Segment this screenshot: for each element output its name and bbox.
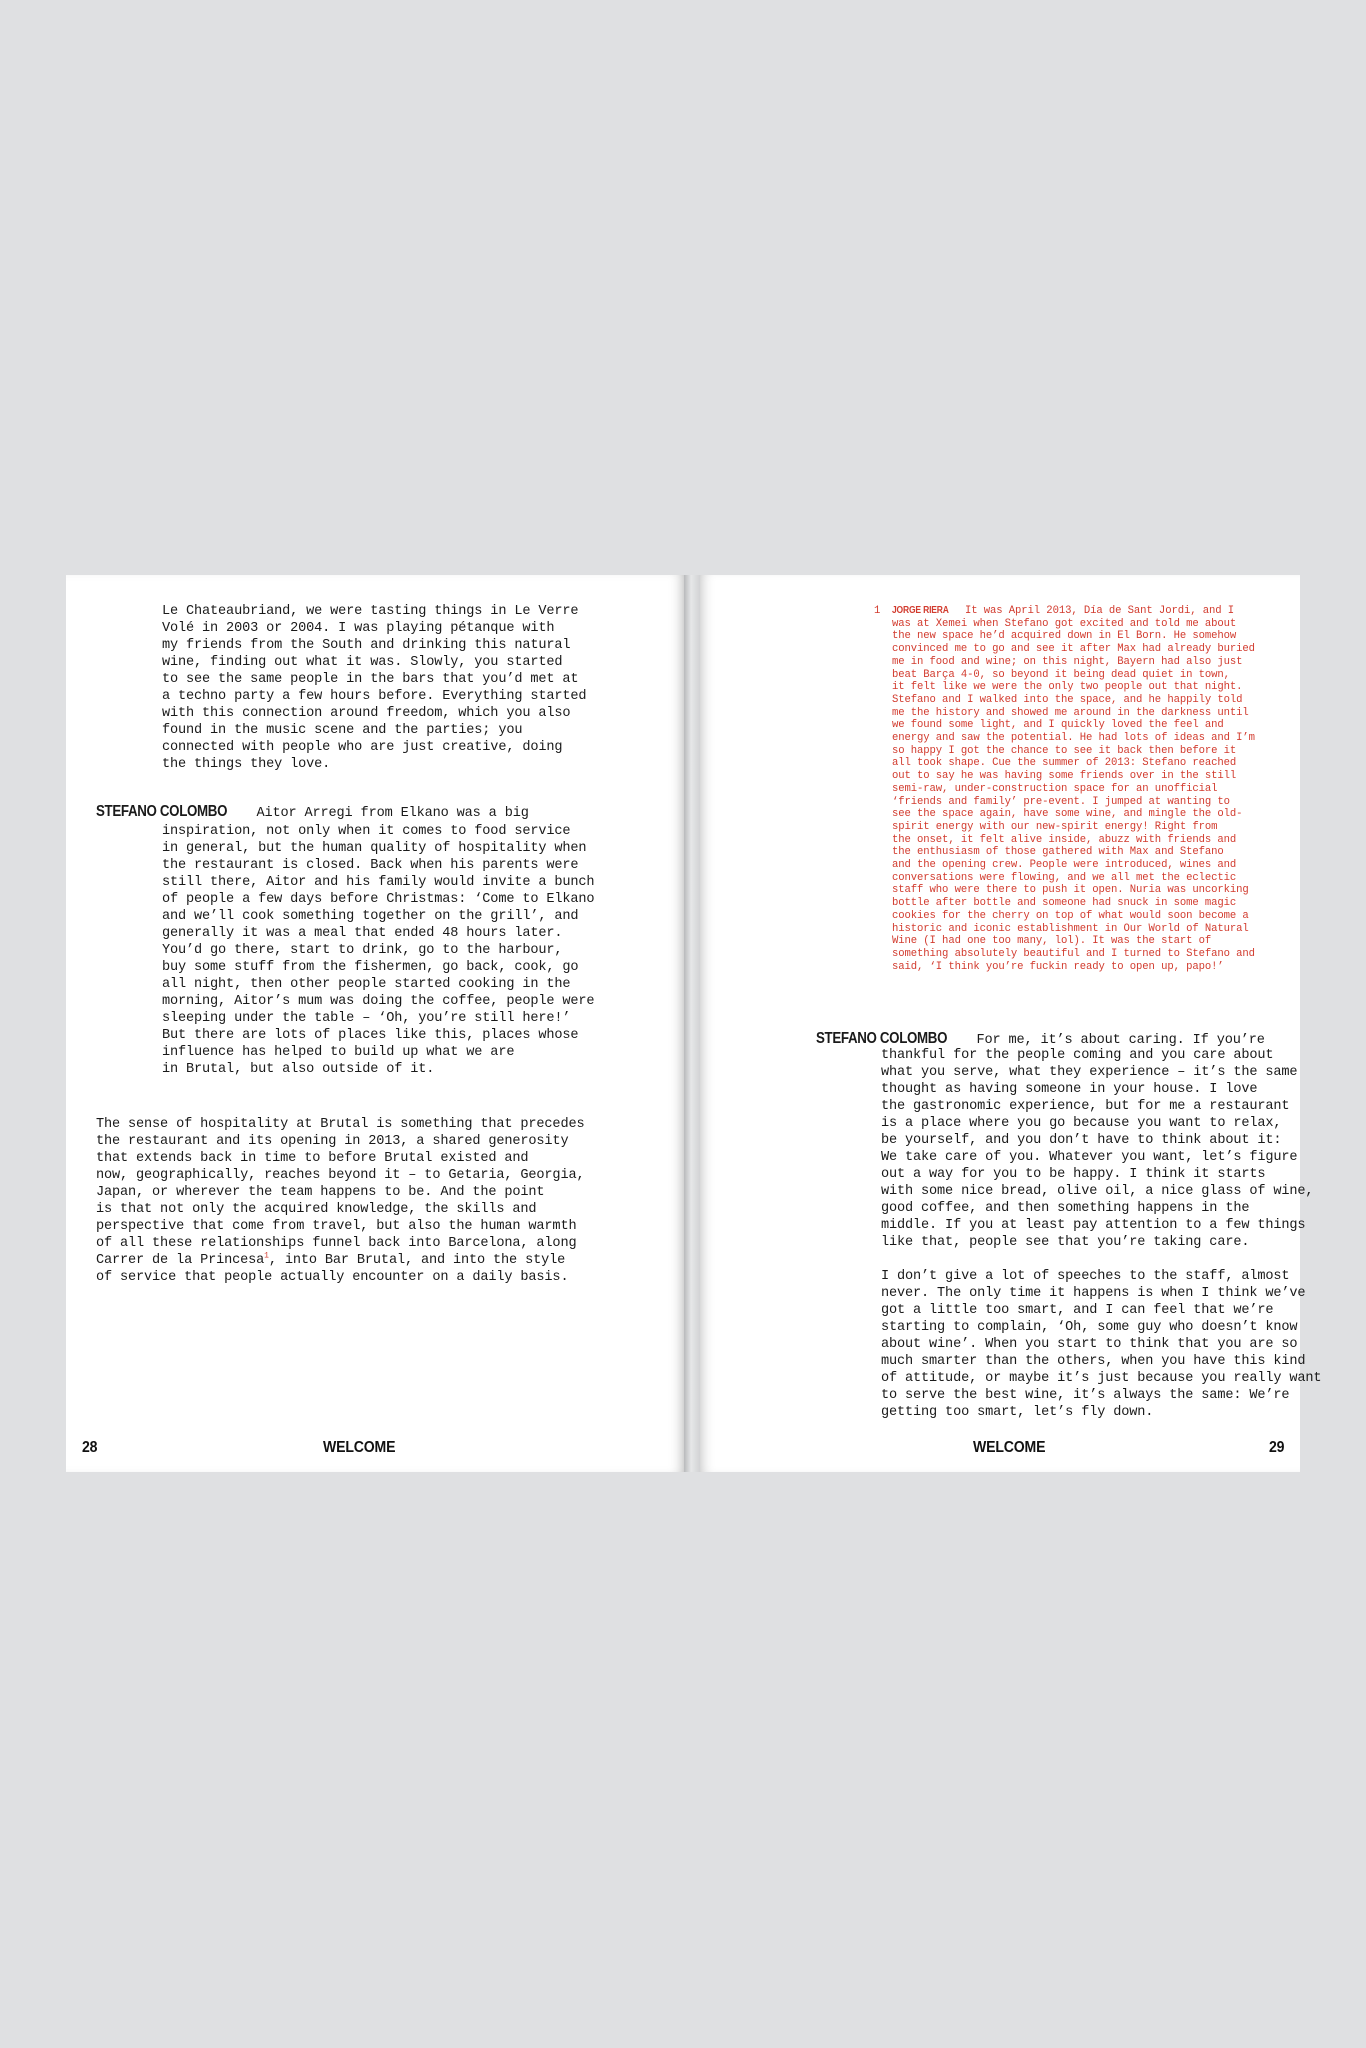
intro-line: to see the same people in the bars that you’d met at <box>162 672 579 687</box>
intro-line: Le Chateaubriand, we were tasting things in Le Verre <box>162 604 579 619</box>
essay-last-line: of service that people actually encounter on a daily basis. <box>96 1270 569 1285</box>
speaker-paragraph-right <box>881 1047 1313 1251</box>
footnote-line: we found some light, and I quickly loved the feel and <box>892 719 1224 732</box>
book-spread <box>66 575 1322 1472</box>
speaker-line: thought as having someone in your house. I love <box>881 1082 1258 1097</box>
speaker-line: like that, people see that you’re taking care. <box>881 1235 1250 1250</box>
paragraph-line: never. The only time it happens is when I think we’ve <box>881 1286 1306 1301</box>
footnote-line: energy and saw the potential. He had lots of ideas and I’m <box>892 732 1255 745</box>
speaker-line: still there, Aitor and his family would invite a bunch <box>162 875 595 890</box>
paragraph-line: got a little too smart, and I can feel that we’re <box>881 1303 1274 1318</box>
speaker-line: all night, then other people started cooking in the <box>162 977 571 992</box>
speaker-line: We take care of you. Whatever you want, let’s figure <box>881 1150 1298 1165</box>
paragraph-line: I don’t give a lot of speeches to the staff, almost <box>881 1269 1290 1284</box>
footnote-line: spirit energy with our new-spirit energy! Right from <box>892 820 1218 833</box>
speaker-line: morning, Aitor’s mum was doing the coffee, people were <box>162 994 595 1009</box>
footnote-author: JORGE RIERA <box>892 605 949 616</box>
section-title-left: WELCOME <box>323 1439 396 1456</box>
footnote-line: Stefano and I walked into the space, and he happily told <box>892 693 1243 706</box>
intro-line: my friends from the South and drinking this natural <box>162 638 571 653</box>
left-page <box>66 575 684 1472</box>
essay-ref-before: Carrer de la Princesa <box>96 1253 265 1268</box>
paragraph-line: of attitude, or maybe it’s just because you really want <box>881 1371 1322 1386</box>
footnote-line: the enthusiasm of those gathered with Max and Stefano <box>892 846 1224 859</box>
essay-paragraph <box>96 1116 584 1286</box>
speaker-line: of people a few days before Christmas: ‘Come to Elkano <box>162 892 595 907</box>
speaker-line: thankful for the people coming and you care about <box>881 1048 1274 1063</box>
intro-line: a techno party a few hours before. Everything started <box>162 689 587 704</box>
footnote-line: convinced me to go and see it after Max had already buried <box>892 643 1255 656</box>
paragraph-right-2 <box>881 1268 1321 1421</box>
speaker-line: influence has helped to build up what we are <box>162 1045 515 1060</box>
footnote-line: historic and iconic establishment in Our World of Natural <box>892 922 1249 935</box>
footnote-line: semi-raw, under-construction space for an unofficial <box>892 782 1218 795</box>
footnote-line: cookies for the cherry on top of what would soon become a <box>892 909 1249 922</box>
speaker-line: is a place where you go because you want to relax, <box>881 1116 1282 1131</box>
footnote-line: said, ‘I think you’re fuckin ready to open up, papo!’ <box>892 960 1224 973</box>
speaker-line: the restaurant is closed. Back when his parents were <box>162 858 579 873</box>
footnote-line: the onset, it felt alive inside, abuzz with friends and <box>892 833 1237 846</box>
footnote-line: beat Barça 4-0, so beyond it being dead quiet in town, <box>892 668 1230 681</box>
speaker-line: the gastronomic experience, but for me a restaurant <box>881 1099 1290 1114</box>
paragraph-line: getting too smart, let’s fly down. <box>881 1405 1154 1420</box>
speaker-paragraph-left <box>162 823 594 1078</box>
footnote-line: Wine (I had one too many, lol). It was the start of <box>892 935 1212 948</box>
speaker-line: buy some stuff from the fishermen, go back, cook, go <box>162 960 579 975</box>
footnote-number: 1 <box>874 605 881 617</box>
paragraph-line: starting to complain, ‘Oh, some guy who doesn’t know <box>881 1320 1298 1335</box>
intro-line: with this connection around freedom, which you also <box>162 706 571 721</box>
speaker-line: what you serve, what they experience – it’s the same <box>881 1065 1298 1080</box>
page-number-right: 29 <box>1269 1439 1285 1456</box>
essay-line: is that not only the acquired knowledge, the skills and <box>96 1202 537 1217</box>
paragraph-line: much smarter than the others, when you have this kind <box>881 1354 1306 1369</box>
footnote-line: something absolutely beautiful and I turned to Stefano and <box>892 947 1255 960</box>
footnote-line: see the space again, have some wine, and mingle the old- <box>892 808 1243 821</box>
footnote-line: bottle after bottle and someone had snuck in some magic <box>892 897 1237 910</box>
speaker-line: in Brutal, but also outside of it. <box>162 1062 435 1077</box>
essay-reference-line <box>96 1252 584 1269</box>
footnote-line: me the history and showed me around in the darkness until <box>892 706 1249 719</box>
speaker-line: be yourself, and you don’t have to think about it: <box>881 1133 1282 1148</box>
speaker-name: STEFANO COLOMBO <box>816 1030 948 1047</box>
speaker-line: inspiration, not only when it comes to food service <box>162 824 571 839</box>
footnote-line: ‘friends and family’ pre-event. I jumped at wanting to <box>892 795 1230 808</box>
speaker-first-line: For me, it’s about caring. If you’re <box>968 1033 1265 1048</box>
section-title-right: WELCOME <box>973 1439 1046 1456</box>
speaker-line: But there are lots of places like this, places whose <box>162 1028 579 1043</box>
book-gutter <box>684 575 700 1472</box>
intro-paragraph <box>162 603 586 773</box>
essay-line: of all these relationships funnel back into Barcelona, along <box>96 1236 577 1251</box>
footnote-line: so happy I got the chance to see it back then before it <box>892 744 1237 757</box>
speaker-line: sleeping under the table – ‘Oh, you’re still here!’ <box>162 1011 571 1026</box>
footnote <box>874 605 1255 973</box>
essay-ref-after: , into Bar Brutal, and into the style <box>268 1253 566 1268</box>
speaker-line: You’d go there, start to drink, go to the harbour, <box>162 943 563 958</box>
speaker-first-line: Aitor Arregi from Elkano was a big <box>248 806 529 821</box>
paragraph-line: about wine’. When you start to think that you are so <box>881 1337 1298 1352</box>
footnote-line: me in food and wine; on this night, Bayern had also just <box>892 655 1243 668</box>
footnote-line: all took shape. Cue the summer of 2013: Stefano reached <box>892 757 1237 770</box>
speaker-line: and we’ll cook something together on the grill’, and <box>162 909 579 924</box>
essay-line: now, geographically, reaches beyond it – to Getaria, Georgia, <box>96 1168 585 1183</box>
footnote-line: was at Xemei when Stefano got excited and told me about <box>892 617 1237 630</box>
essay-line: The sense of hospitality at Brutal is something that precedes <box>96 1117 585 1132</box>
speaker-line: with some nice bread, olive oil, a nice glass of wine, <box>881 1184 1314 1199</box>
speaker-line: out a way for you to be happy. I think it starts <box>881 1167 1266 1182</box>
paragraph-line: to serve the best wine, it’s always the same: We’re <box>881 1388 1290 1403</box>
speaker-line: in general, but the human quality of hospitality when <box>162 841 587 856</box>
right-page <box>700 575 1322 1472</box>
speaker-line: generally it was a meal that ended 48 hours later. <box>162 926 563 941</box>
page-number-left: 28 <box>82 1439 98 1456</box>
essay-line: perspective that come from travel, but also the human warmth <box>96 1219 577 1234</box>
essay-line: that extends back in time to before Brutal existed and <box>96 1151 529 1166</box>
footnote-line: conversations were flowing, and we all met the eclectic <box>892 871 1237 884</box>
footnote-line: and the opening crew. People were introduced, wines and <box>892 859 1237 872</box>
speaker-line: middle. If you at least pay attention to a few things <box>881 1218 1306 1233</box>
footnote-first-line: It was April 2013, Día de Sant Jordi, and I <box>958 605 1235 617</box>
intro-line: connected with people who are just creative, doing <box>162 740 563 755</box>
speaker-block-left <box>96 803 529 822</box>
essay-line: Japan, or wherever the team happens to be. And the point <box>96 1185 545 1200</box>
intro-line: found in the music scene and the parties; you <box>162 723 523 738</box>
footnote-ref-mark: 1 <box>264 1251 269 1261</box>
footnote-line: staff who were there to push it open. Nuria was uncorking <box>892 884 1249 897</box>
footnote-line: out to say he was having some friends over in the still <box>892 770 1237 783</box>
footnote-line: the new space he’d acquired down in El Born. He somehow <box>892 630 1237 643</box>
speaker-line: good coffee, and then something happens in the <box>881 1201 1250 1216</box>
speaker-name: STEFANO COLOMBO <box>96 803 228 820</box>
footnote-line: it felt like we were the only two people out that night. <box>892 681 1243 694</box>
intro-line: wine, finding out what it was. Slowly, you started <box>162 655 563 670</box>
essay-line: the restaurant and its opening in 2013, a shared generosity <box>96 1134 569 1149</box>
intro-line: the things they love. <box>162 757 331 772</box>
intro-line: Volé in 2003 or 2004. I was playing pétanque with <box>162 621 555 636</box>
